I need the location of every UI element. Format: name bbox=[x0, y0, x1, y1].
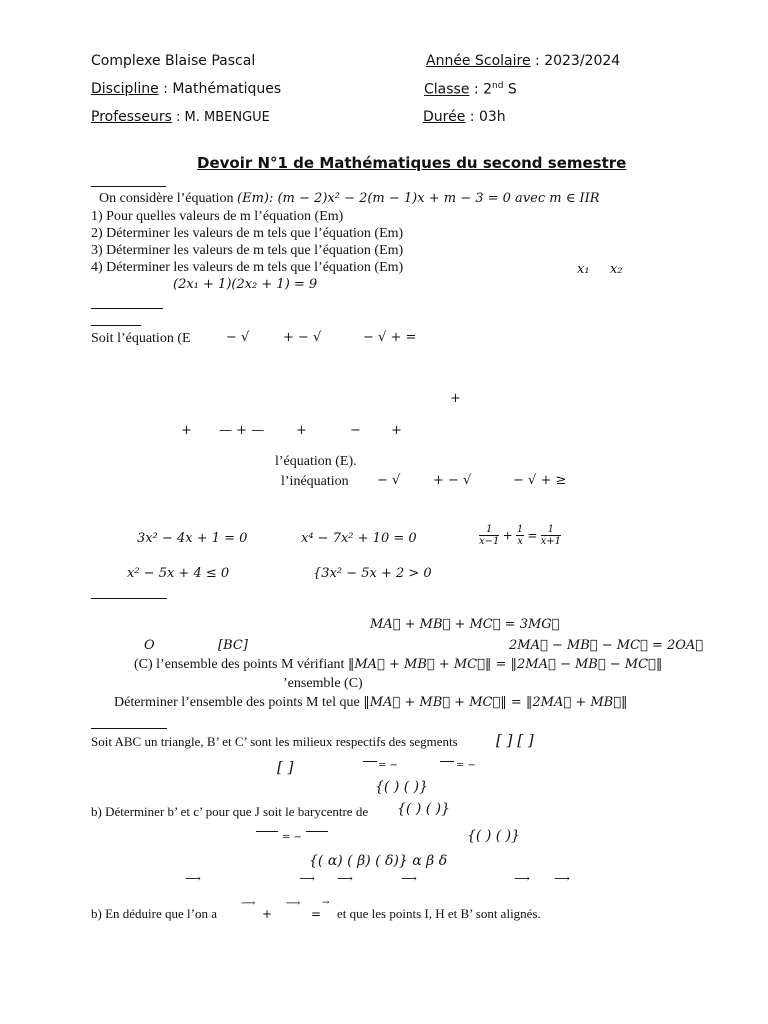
ex1-q2: 2) Déterminer les valeurs de m tels que l’équation (Em) bbox=[91, 226, 404, 241]
ex2-row-dash: — + — bbox=[219, 423, 265, 438]
exercise-4-rule bbox=[91, 598, 167, 599]
ex4-barycentre: MA⃗ + MB⃗ + MC⃗ = 3MG⃗ bbox=[370, 617, 560, 632]
exercise-5-rule bbox=[91, 728, 167, 729]
ex5-eq-fragment-2: = − bbox=[456, 760, 476, 771]
ex1-x2: x₂ bbox=[610, 262, 623, 277]
ex5-arrow-5: ⟶ bbox=[514, 872, 530, 885]
ex5-system-1: {( ) ( )} bbox=[375, 779, 429, 795]
ex2-intro: Soit l’équation (E bbox=[91, 331, 191, 346]
ex5-final-line-start: b) En déduire que l’on a bbox=[91, 906, 217, 921]
ex5-vector-bar-4 bbox=[306, 831, 328, 832]
ex2-row-minus: − bbox=[350, 423, 361, 438]
ex2-ineq-frag2: + − √ bbox=[433, 473, 472, 488]
school-year: Année Scolaire : 2023/2024 bbox=[426, 53, 621, 69]
ex2-equation-e: l’équation (E). bbox=[275, 454, 357, 469]
ex5-system-2: {( ) ( )} bbox=[397, 801, 451, 817]
ex4-oa-relation: 2MA⃗ − MB⃗ − MC⃗ = 2OA⃗ bbox=[509, 638, 704, 653]
ex5-final-arrow-3: → bbox=[322, 898, 330, 908]
ex5-brackets-2: [ ] bbox=[277, 758, 294, 776]
ex5-eq-fragment-3: = − bbox=[282, 832, 302, 843]
ex2-frag1: − √ bbox=[226, 330, 250, 345]
ex5-arrow-2: ⟶ bbox=[299, 872, 315, 885]
ex1-q1: 1) Pour quelles valeurs de m l’équation (Em) bbox=[91, 209, 344, 224]
ex2-inequation: l’inéquation bbox=[281, 474, 349, 489]
ex5-arrow-3: ⟶ bbox=[337, 872, 353, 885]
ex2-row-plus-c: + bbox=[391, 423, 402, 438]
ex2-ineq-frag3: − √ + ≥ bbox=[513, 473, 567, 488]
classe: Classe : 2nd S bbox=[424, 81, 517, 98]
ex3-inequation-b: {3x² − 5x + 2 > 0 bbox=[313, 566, 432, 581]
ex5-arrow-6: ⟶ bbox=[554, 872, 570, 885]
ex2-plus: + bbox=[450, 391, 461, 406]
ex1-x1: x₁ bbox=[577, 262, 590, 277]
ex1-intro: On considère l’équation (Em): (m − 2)x² − 2(m − 1)x + m − 3 = 0 avec m ∈ IIR bbox=[99, 191, 600, 206]
exercise-1-rule bbox=[91, 186, 166, 187]
ex4-c-line: (C) l’ensemble des points M vérifiant ‖MA⃗ + MB⃗ + MC⃗‖ = ‖2MA⃗ − MB⃗ − MC⃗‖ bbox=[134, 657, 663, 672]
professors: Professeurs : M. MBENGUE bbox=[91, 109, 270, 125]
ex5-system-4: {( α) ( β) ( δ)} α β δ bbox=[309, 853, 448, 869]
ex1-q4: 4) Déterminer les valeurs de m tels que l’équation (Em) bbox=[91, 260, 404, 275]
ex5-final-line-end: et que les points I, H et B’ sont alignés. bbox=[337, 906, 541, 921]
ex5-intro: Soit ABC un triangle, B’ et C’ sont les milieux respectifs des segments bbox=[91, 734, 458, 749]
ex3-equation-a: 3x² − 4x + 1 = 0 bbox=[137, 531, 248, 546]
ex2-frag2: + − √ bbox=[283, 330, 322, 345]
ex5-arrow-1: ⟶ bbox=[185, 872, 201, 885]
ex5-eq-fragment-1: = − bbox=[378, 760, 398, 771]
ex2-row-plus-a: + bbox=[181, 423, 192, 438]
exercise-2-rule-top bbox=[91, 308, 163, 309]
ex5-final-arrow-1: ⟶ bbox=[241, 898, 256, 909]
ex3-fraction-equation: $\frac{1}{x-1}$ + $\frac{1}{x}$ = $\frac{1}{x+1}$ bbox=[479, 524, 562, 547]
exercise-2-rule bbox=[91, 325, 141, 326]
ex5-final-plus: + bbox=[262, 907, 273, 921]
ex5-system-3: {( ) ( )} bbox=[467, 828, 521, 844]
ex5-brackets-1: [ ] [ ] bbox=[496, 731, 534, 749]
ex5-vector-bar-2 bbox=[440, 761, 454, 762]
ex3-equation-b: x⁴ − 7x² + 10 = 0 bbox=[301, 531, 417, 546]
page-title: Devoir N°1 de Mathématiques du second semestre bbox=[197, 154, 627, 172]
ex3-inequation-a: x² − 5x + 4 ≤ 0 bbox=[127, 566, 230, 581]
ex5-vector-bar-1 bbox=[363, 761, 377, 762]
duration: Durée : 03h bbox=[423, 109, 506, 125]
discipline: Discipline : Mathématiques bbox=[91, 81, 282, 97]
ex4-point-o: O bbox=[144, 638, 155, 653]
ex4-segment-bc: [BC] bbox=[218, 638, 248, 653]
ex1-q3: 3) Déterminer les valeurs de m tels que l’équation (Em) bbox=[91, 243, 404, 258]
ex2-row-plus-b: + bbox=[296, 423, 307, 438]
ex2-ineq-frag1: − √ bbox=[377, 473, 401, 488]
ex4-ensemble: ’ensemble (C) bbox=[283, 676, 363, 691]
ex1-condition: (2x₁ + 1)(2x₂ + 1) = 9 bbox=[173, 277, 318, 292]
ex5-final-eq: = bbox=[311, 907, 322, 921]
ex2-frag3: − √ + = bbox=[363, 330, 417, 345]
ex4-determine-line: Déterminer l’ensemble des points M tel que ‖MA⃗ + MB⃗ + MC⃗‖ = ‖2MA⃗ + MB⃗‖ bbox=[114, 695, 628, 710]
ex5-arrow-4: ⟶ bbox=[401, 872, 417, 885]
ex5-b-line: b) Déterminer b’ et c’ pour que J soit le barycentre de bbox=[91, 804, 369, 819]
ex5-final-arrow-2: ⟶ bbox=[286, 898, 301, 909]
school-name: Complexe Blaise Pascal bbox=[91, 53, 256, 69]
ex5-vector-bar-3 bbox=[256, 831, 278, 832]
